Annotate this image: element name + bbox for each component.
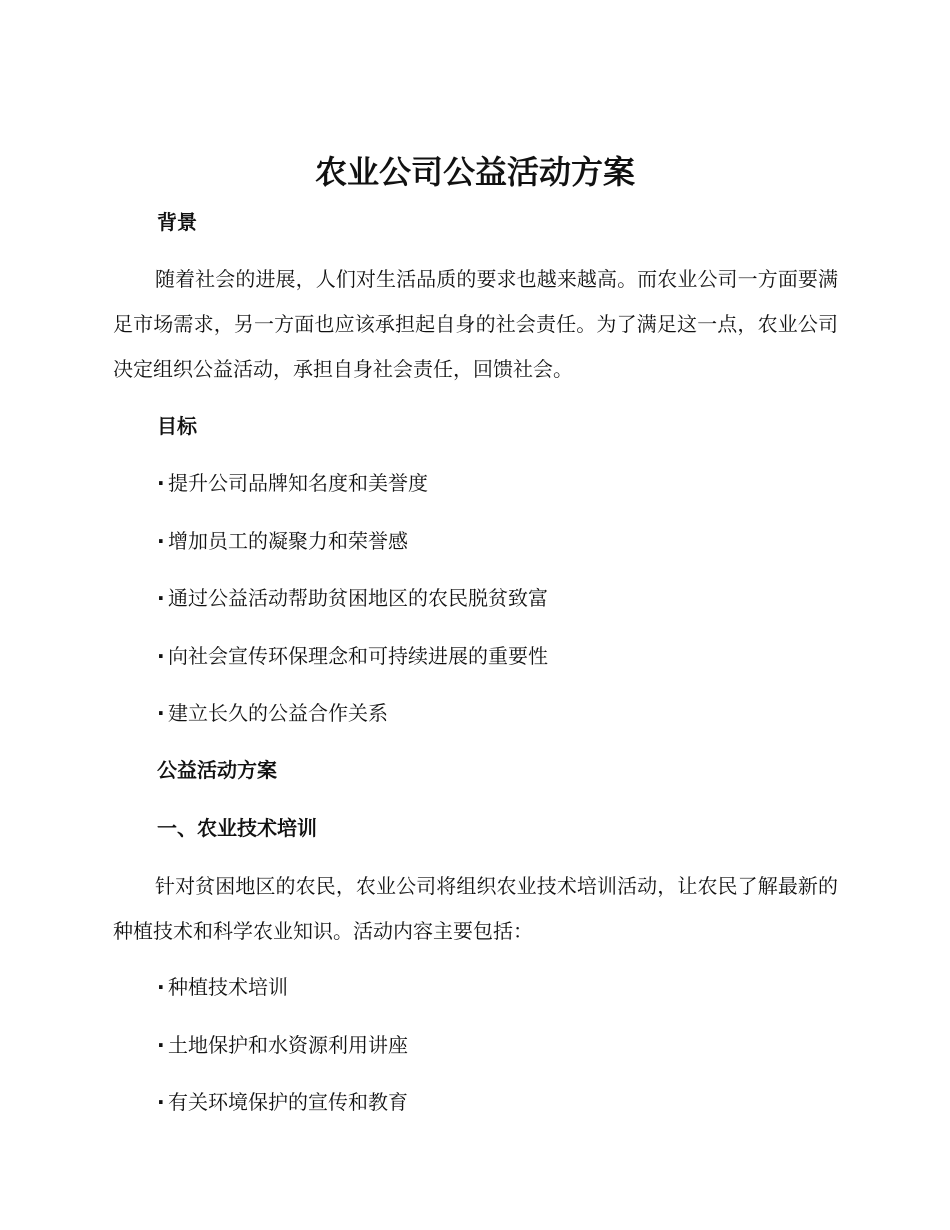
goals-heading: 目标 [157,414,197,438]
training-heading: 一、农业技术培训 [157,816,317,840]
training-paragraph: 针对贫困地区的农民，农业公司将组织农业技术培训活动，让农民了解最新的种植技术和科学农业知识。活动内容主要包括： [113,874,838,943]
goal-item-text: 增加员工的凝聚力和荣誉感 [168,529,408,553]
goal-item-text: 向社会宣传环保理念和可持续进展的重要性 [168,644,548,668]
bullet-marker: · [157,701,165,725]
goal-item-text: 提升公司品牌知名度和美誉度 [168,471,428,495]
bullet-marker: · [157,1033,165,1057]
bullet-marker: · [157,644,165,668]
training-item-text: 有关环境保护的宣传和教育 [168,1090,408,1114]
training-item [157,1088,408,1116]
training-item [157,973,288,1001]
goal-item-text: 通过公益活动帮助贫困地区的农民脱贫致富 [168,586,548,610]
bullet-marker: · [157,529,165,553]
training-item [157,1031,408,1059]
document-title: 农业公司公益活动方案 [314,153,635,191]
goal-item [157,584,548,612]
goal-item [157,699,388,727]
bullet-marker: · [157,471,165,495]
bullet-marker: · [157,975,165,999]
training-item-text: 土地保护和水资源利用讲座 [168,1033,408,1057]
bullet-marker: · [157,586,165,610]
goal-item [157,527,408,555]
plan-heading: 公益活动方案 [157,758,277,782]
goal-item [157,642,548,670]
background-paragraph: 随着社会的进展，人们对生活品质的要求也越来越高。而农业公司一方面要满足市场需求，另一方面也应该承担起自身的社会责任。为了满足这一点，农业公司决定组织公益活动，承担自身社会责任，回馈社会。 [113,267,838,381]
bullet-marker: · [157,1090,165,1114]
training-item-text: 种植技术培训 [168,975,288,999]
goal-item [157,469,428,497]
background-heading: 背景 [157,210,197,234]
goal-item-text: 建立长久的公益合作关系 [168,701,388,725]
